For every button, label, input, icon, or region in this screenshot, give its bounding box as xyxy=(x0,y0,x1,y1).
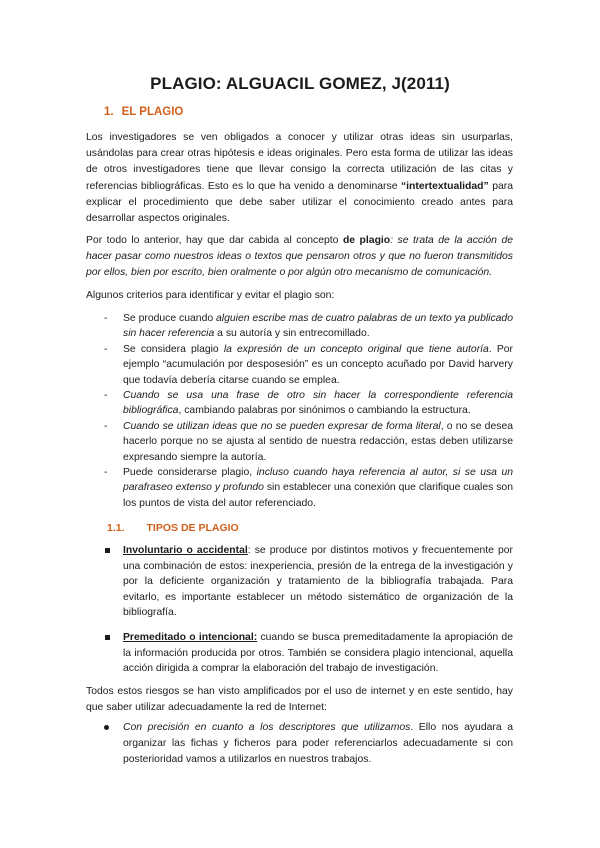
item-italic: Cuando se utilizan ideas que no se pueden expresar de forma literal xyxy=(123,420,441,432)
item-text: . Por ejemplo “acumulación por desposesión” es un concepto acuñado por David harvery que todavía debería citarse cuando se emplea. xyxy=(123,343,513,386)
paragraph-intertextualidad xyxy=(86,130,513,227)
paragraph-internet: Todos estos riesgos se han visto amplificados por el uso de internet y en este sentido, hay que saber utilizar adecuadamente la red de Internet: xyxy=(86,686,513,714)
item-text: a su autoría y sin entrecomillado. xyxy=(214,328,370,340)
paragraph-criterios-intro: Algunos criterios para identificar y evitar el plagio son: xyxy=(86,290,335,301)
dash-marker: - xyxy=(104,420,108,432)
item-text: sin establecer una conexión que clarifique cuales son los puntos de vista del autor referenciado. xyxy=(123,482,513,509)
dash-marker: - xyxy=(104,313,108,324)
item-italic: incluso cuando haya referencia al autor, si se usa un parafraseo extenso y profundo xyxy=(123,467,513,494)
underlined-term: Involuntario o accidental xyxy=(123,545,248,556)
subsection-heading-tipos-de-plagio xyxy=(107,522,239,534)
paragraph-text: Los investigadores se ven obligados a conocer y utilizar otras ideas sin usurparlas, usándolas para crear otras hipótesis e ideas originales. Pero esta forma de utilizar las ideas de otros investigadores tiene que llevar consigo la correcta utilización de las citas y referencias bibliográficas. Esto es lo que ha venido a denominarse xyxy=(86,132,513,192)
item-text: Puede considerarse plagio, xyxy=(123,467,257,479)
item-text: , o no se desea hacerlo porque no se ajusta al sentido de nuestra redacción, estas deben utilizarse expresando siempre la autoría. xyxy=(123,420,513,463)
paragraph-text: para explicar el procedimiento que debe saber utilizar el conocimiento creado antes para desarrollar aspectos originales. xyxy=(86,180,513,225)
list-item xyxy=(86,465,513,511)
item-italic: alguien escribe mas de cuatro palabras de un texto ya publicado sin hacer referencia xyxy=(123,313,513,340)
subsection-title: TIPOS DE PLAGIO xyxy=(146,522,239,534)
criteria-list xyxy=(86,311,513,511)
list-item xyxy=(86,720,513,769)
subsection-number: 1.1. xyxy=(107,522,125,534)
square-bullet-icon xyxy=(105,635,110,640)
bold-term: de plagio xyxy=(342,235,391,246)
round-bullet-icon xyxy=(104,725,109,730)
bold-term: “intertextualidad” xyxy=(400,180,489,192)
item-italic: Cuando se usa una frase de otro sin hacer la correspondiente referencia bibliográfica xyxy=(123,390,513,417)
paragraph-definicion-plagio xyxy=(86,233,513,282)
square-bullet-icon xyxy=(105,548,110,553)
section-number: 1. xyxy=(104,106,114,118)
item-text: Se produce cuando xyxy=(123,313,217,324)
list-item xyxy=(86,311,513,342)
list-item xyxy=(86,543,513,621)
list-item xyxy=(86,388,513,419)
list-item xyxy=(86,419,513,465)
item-italic: la expresión de un concepto original que tiene autoría xyxy=(223,343,489,355)
list-item xyxy=(86,630,513,677)
list-item xyxy=(86,342,513,388)
item-text: Se considera plagio xyxy=(123,343,224,355)
paragraph-text: Por todo lo anterior, hay que dar cabida al concepto xyxy=(86,235,343,246)
underlined-term: Premeditado o intencional: xyxy=(123,631,258,643)
section-title: EL PLAGIO xyxy=(121,106,184,118)
item-text: . Ello nos ayudara a organizar las fichas y ficheros para poder referenciarlos adecuadamente si con posterioridad vamos a utilizarlos en nuestros trabajos. xyxy=(123,722,513,766)
dash-marker: - xyxy=(104,343,108,355)
plagio-types-list xyxy=(86,543,513,677)
document-title: PLAGIO: ALGUACIL GOMEZ, J(2011) xyxy=(150,74,450,93)
dash-marker: - xyxy=(104,467,108,479)
item-text: cuando se busca premeditadamente la apropiación de la información producida por otros. También se considera plagio intencional, aquella acción dirigida a comprar la elaboración del trabajo de investigación. xyxy=(123,631,513,675)
item-text: : se produce por distintos motivos y frecuentemente por una combinación de estos: inexperiencia, presión de la entrega de la investigación y por la deficiente organización y tratamiento de la bibliografía trabajada. Para evitarlo, es importante establecer un método sistemático de organización de la bibliografía. xyxy=(123,545,513,619)
section-heading-el-plagio xyxy=(104,106,183,118)
internet-list xyxy=(86,720,513,769)
item-text: , cambiando palabras por sinónimos o cambiando la estructura. xyxy=(178,405,471,417)
italic-definition: : se trata de la acción de hacer pasar como nuestros ideas o textos que pensaron otros y que no fueron transmitidos por ellos, bien por escrito, bien oralmente o por algún otro mecanismo de comunicación. xyxy=(86,235,513,279)
dash-marker: - xyxy=(104,390,108,402)
item-italic: Con precisión en cuanto a los descriptores que utilizamos xyxy=(123,722,411,733)
